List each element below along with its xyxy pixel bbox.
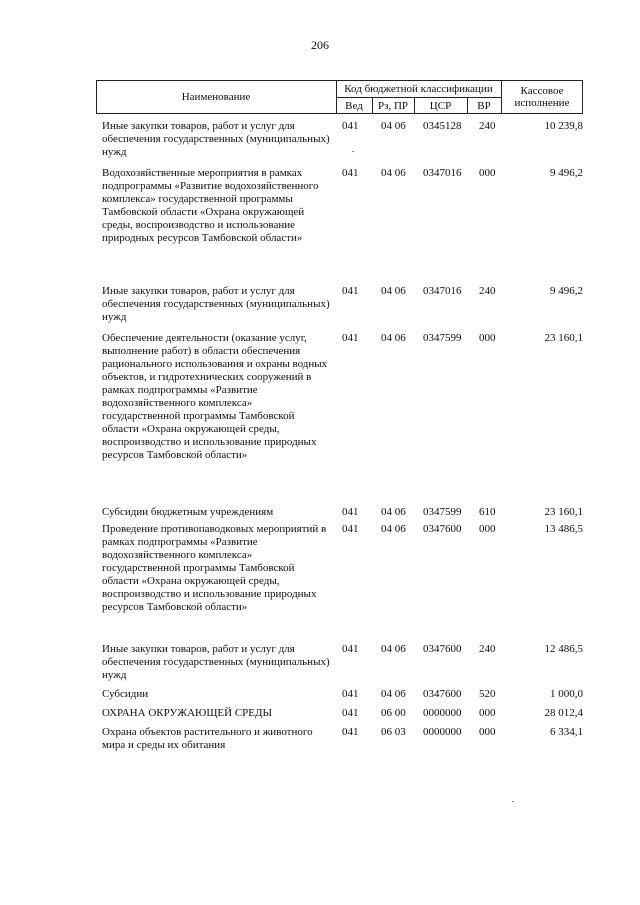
row-sum: 6 334,1 xyxy=(550,726,583,738)
row-sum: 10 239,8 xyxy=(544,120,583,132)
header-rz-pr: Рз, ПР xyxy=(377,99,409,112)
row-vr: 240 xyxy=(479,120,496,132)
row-rz-pr: 04 06 xyxy=(381,688,406,700)
row-sum: 12 486,5 xyxy=(544,643,583,655)
row-ved: 041 xyxy=(342,726,359,738)
header-cash-execution: Кассовое исполнение xyxy=(514,85,570,109)
row-ved: 041 xyxy=(342,167,359,179)
row-rz-pr: 06 00 xyxy=(381,707,406,719)
row-sum: 1 000,0 xyxy=(550,688,583,700)
row-rz-pr: 04 06 xyxy=(381,120,406,132)
row-ved: 041 xyxy=(342,285,359,297)
scan-speck xyxy=(352,151,354,152)
row-name: Охрана объектов растительного и животного мира и среды их обитания xyxy=(102,726,313,751)
row-csr: 0347600 xyxy=(423,688,462,700)
row-sum: 23 160,1 xyxy=(544,506,583,518)
row-csr: 0347599 xyxy=(423,506,462,518)
row-ved: 041 xyxy=(342,707,359,719)
row-sum: 9 496,2 xyxy=(550,167,583,179)
row-vr: 240 xyxy=(479,643,496,655)
row-csr: 0000000 xyxy=(423,726,462,738)
row-ved: 041 xyxy=(342,688,359,700)
row-name: Субсидии бюджетным учреждениям xyxy=(102,506,274,518)
row-rz-pr: 04 06 xyxy=(381,643,406,655)
row-rz-pr: 04 06 xyxy=(381,285,406,297)
row-ved: 041 xyxy=(342,332,359,344)
header-csr: ЦСР xyxy=(429,99,452,112)
row-rz-pr: 04 06 xyxy=(381,523,406,535)
row-csr: 0347016 xyxy=(423,285,462,297)
row-vr: 000 xyxy=(479,167,496,179)
row-rz-pr: 04 06 xyxy=(381,332,406,344)
header-vr: ВР xyxy=(477,99,491,112)
row-vr: 000 xyxy=(479,707,496,719)
row-vr: 520 xyxy=(479,688,496,700)
row-sum: 28 012,4 xyxy=(544,707,583,719)
header-name: Наименование xyxy=(181,91,251,103)
row-sum: 9 496,2 xyxy=(550,285,583,297)
row-ved: 041 xyxy=(342,120,359,132)
row-csr: 0347016 xyxy=(423,167,462,179)
scan-speck xyxy=(512,801,514,802)
row-csr: 0347600 xyxy=(423,643,462,655)
row-vr: 000 xyxy=(479,726,496,738)
row-name: Иные закупки товаров, работ и услуг для обеспечения государственных (муниципальных) нужд xyxy=(102,120,330,158)
header-code-group: Код бюджетной классификации xyxy=(344,82,493,95)
row-rz-pr: 06 03 xyxy=(381,726,406,738)
row-name: ОХРАНА ОКРУЖАЮЩЕЙ СРЕДЫ xyxy=(102,707,273,719)
page-number: 206 xyxy=(311,38,329,52)
row-name: Иные закупки товаров, работ и услуг для обеспечения государственных (муниципальных) нужд xyxy=(102,285,330,323)
row-name: Иные закупки товаров, работ и услуг для обеспечения государственных (муниципальных) нужд xyxy=(102,643,330,681)
row-vr: 000 xyxy=(479,523,496,535)
row-rz-pr: 04 06 xyxy=(381,167,406,179)
row-name: Проведение противопаводковых мероприятий в рамках подпрограммы «Развитие водохозяйственного комплекса» государственной программы Тамбовской области «Охрана окружающей среды, воспроизводство и использование природных ресурсов Тамбовской области» xyxy=(102,523,327,613)
row-name: Водохозяйственные мероприятия в рамках подпрограммы «Развитие водохозяйственного комплекса» государственной программы Тамбовской области «Охрана окружающей среды, воспроизводство и использование природных ресурсов Тамбовской области» xyxy=(102,167,319,244)
row-vr: 610 xyxy=(479,506,496,518)
row-sum: 13 486,5 xyxy=(544,523,583,535)
row-csr: 0345128 xyxy=(423,120,462,132)
header-ved: Вед xyxy=(345,99,363,112)
row-csr: 0347599 xyxy=(423,332,462,344)
table-header xyxy=(96,80,583,114)
row-vr: 240 xyxy=(479,285,496,297)
row-ved: 041 xyxy=(342,523,359,535)
row-sum: 23 160,1 xyxy=(544,332,583,344)
row-vr: 000 xyxy=(479,332,496,344)
row-name: Обеспечение деятельности (оказание услуг, выполнение работ) в области обеспечения рационального использования и охраны водных объектов, и гидротехнических сооружений в рамках подпрограммы «Развитие водохозяйственного комплекса» государственной программы Тамбовской области «Охрана окружающей среды, воспроизводство и использование природных ресурсов Тамбовской области» xyxy=(102,332,328,461)
row-csr: 0347600 xyxy=(423,523,462,535)
row-rz-pr: 04 06 xyxy=(381,506,406,518)
row-ved: 041 xyxy=(342,643,359,655)
row-ved: 041 xyxy=(342,506,359,518)
row-name: Субсидии xyxy=(102,688,149,700)
row-csr: 0000000 xyxy=(423,707,462,719)
